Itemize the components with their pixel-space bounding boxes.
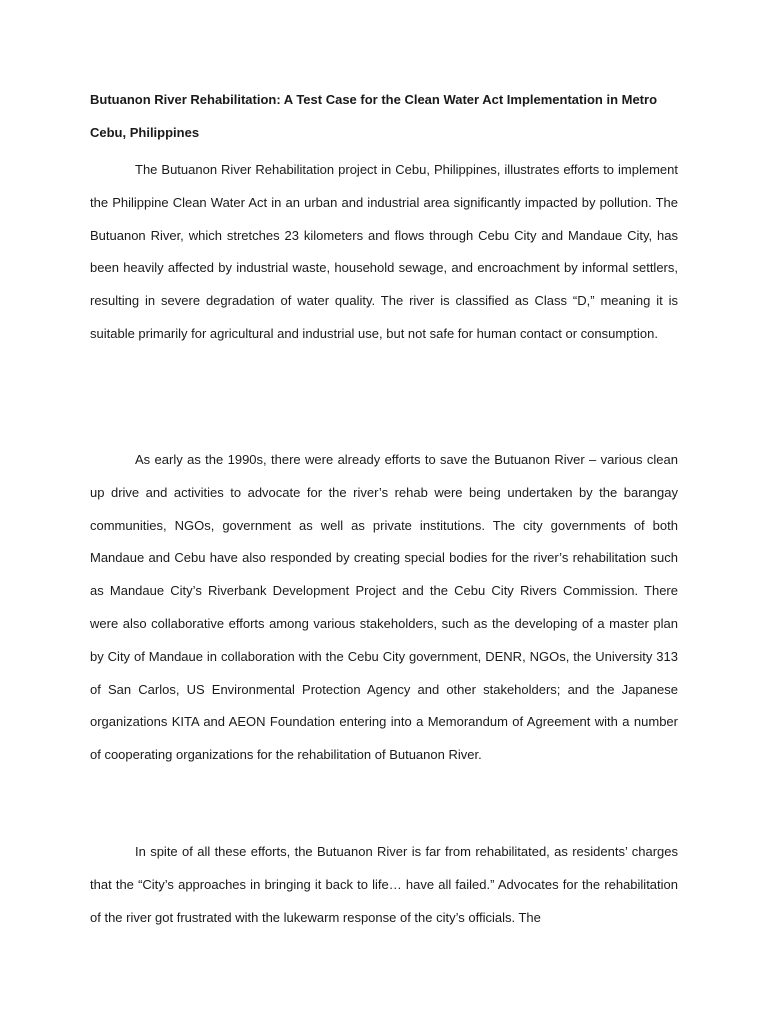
document-title: Butuanon River Rehabilitation: A Test Case for the Clean Water Act Implementation in Metro Cebu, Philippines: [90, 92, 658, 140]
paragraph-1: The Butuanon River Rehabilitation project in Cebu, Philippines, illustrates efforts to implement the Philippine Clean Water Act in an urban and industrial area significantly impacted by pollution. The Butuanon River, which stretches 23 kilometers and flows through Cebu City and Mandaue City, has been heavily affected by industrial waste, household sewage, and encroachment by informal settlers, resulting in severe degradation of water quality. The river is classified as Class “D,” meaning it is suitable primarily for agricultural and industrial use, but not safe for human contact or consumption.: [90, 162, 678, 341]
paragraph-3: In spite of all these efforts, the Butuanon River is far from rehabilitated, as residents’ charges that the “City’s approaches in bringing it back to life… have all failed.” Advocates for the rehabilitation of the river got frustrated with the lukewarm response of the city’s officials. The: [90, 844, 678, 925]
paragraph-2: As early as the 1990s, there were already efforts to save the Butuanon River – various clean up drive and activities to advocate for the river’s rehab were being undertaken by the barangay communities, NGOs, government as well as private institutions. The city governments of both Mandaue and Cebu have also responded by creating special bodies for the river’s rehabilitation such as Mandaue City’s Riverbank Development Project and the Cebu City Rivers Commission. There were also collaborative efforts among various stakeholders, such as the developing of a master plan by City of Mandaue in collaboration with the Cebu City government, DENR, NGOs, the University 313 of San Carlos, US Environmental Protection Agency and other stakeholders; and the Japanese organizations KITA and AEON Foundation entering into a Memorandum of Agreement with a number of cooperating organizations for the rehabilitation of Butuanon River.: [90, 452, 678, 763]
